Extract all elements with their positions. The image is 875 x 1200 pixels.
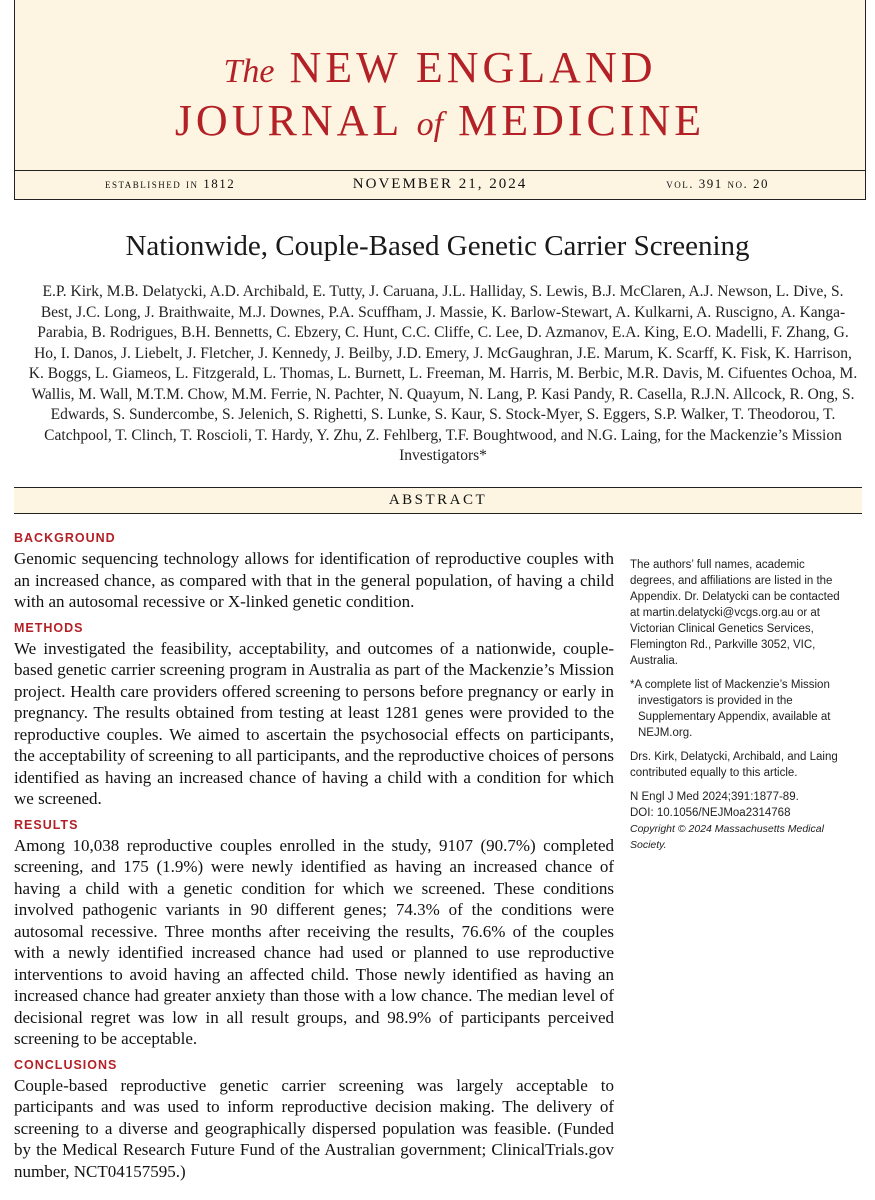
author-affiliation-note: The authors’ full names, academic degrees, and affiliations are listed in the Appendix. Dr. Delatycki can be contacted at martin.delatycki@vcgs.org.au or at Victorian Clinical Genetics Services, Flemington Rd., Parkville 3052, VIC, Australia. [630,559,840,667]
results-text: Among 10,038 reproductive couples enrolled in the study, 9107 (90.7%) completed screening, and 175 (1.9%) were newly identified as having an increased chance of having a child with a genetic condition for which we screened. These conditions involved pathogenic variants in 90 different genes; 74.3% of the conditions were autosomal recessive. Three months after receiving the results, 76.6% of the couples with a newly identified increased chance had used or planned to use reproductive interventions to avoid having an affected child. Those newly identified as having an increased chance had greater anxiety than those with a low chance. The median level of decisional regret was low in all result groups, and 98.9% of participants perceived screening to be acceptable. [14,835,614,1048]
journal-masthead [14,0,866,199]
copyright-notice: Copyright © 2024 Massachusetts Medical Society. [630,823,824,851]
journal-name-of: of [416,106,444,143]
established-text: established in 1812 [105,176,236,191]
conclusions-text: Couple-based reproductive genetic carrier screening was largely acceptable to participants and was used to inform reproductive decision making. The delivery of screening to a diverse and geographically dispersed population was feasible. (Funded by the Medical Research Future Fund of the Australian government; ClinicalTrials.gov number, NCT04157595.) [14,1075,614,1181]
masthead-rule [15,170,865,171]
journal-name-line1 [15,42,865,93]
methods-text: We investigated the feasibility, acceptability, and outcomes of a nationwide, couple-based genetic carrier screening program in Australia as part of the Mackenzie’s Mission project. Health care providers offered screening to persons before pregnancy or early in pregnancy. The results obtained from testing at least 1281 genes were provided to the reproductive couples. We aimed to ascertain the psychosocial effects on participants, the acceptability of screening to all participants, and the reproductive choices of persons identified as having an increased chance of having a child with a condition for which we screened. [14,638,614,808]
article-title: Nationwide, Couple-Based Genetic Carrier Screening [125,230,750,262]
issue-date: NOVEMBER 21, 2024 [352,176,528,192]
abstract-heading: ABSTRACT [388,492,488,508]
journal-name-journal: JOURNAL [174,96,402,145]
journal-name-medicine: MEDICINE [458,96,706,145]
abstract-body [14,530,614,1189]
journal-name-the: The [223,53,275,90]
journal-name-new-england: NEW ENGLAND [289,43,657,92]
masthead-bottom-rule [14,199,866,200]
article-sidebar [630,557,852,853]
conclusions-heading: CONCLUSIONS [14,1057,118,1072]
journal-name-line2 [15,95,865,146]
results-heading: RESULTS [14,817,79,832]
background-heading: BACKGROUND [14,531,116,545]
abstract-banner [14,487,862,514]
author-list: E.P. Kirk, M.B. Delatycki, A.D. Archibald, E. Tutty, J. Caruana, J.L. Halliday, S. Lewis, B.J. McClaren, A.J. Newson, L. Dive, S. Best, J.C. Long, J. Braithwaite, M.J. Downes, P.A. Scuffham, J. Massie, K. Barlow-Stewart, A. Kulkarni, A. Ruscigno, A. Kanga-Parabia, B. Rodrigues, B.H. Bennetts, C. Ebzery, C. Hunt, C.C. Cliffe, C. Lee, D. Azmanov, E.A. King, E.O. Madelli, F. Zhang, G. Ho, I. Danos, J. Liebelt, J. Fletcher, J. Kennedy, J. Beilby, J.D. Emery, J. McGaughran, J.E. Marum, K. Scarff, K. Fisk, K. Harrison, K. Boggs, L. Giameos, L. Fitzgerald, L. Thomas, L. Burnett, L. Freeman, M. Harris, M. Berbic, M.R. Davis, M. Cifuentes Ochoa, M. Wallis, M. Wall, M.T.M. Chow, M.M. Ferrie, N. Pachter, N. Quayum, N. Lang, P. Kasi Pandy, R. Casella, R.J.N. Allcock, R. Ong, S. Edwards, S. Sundercombe, S. Jelenich, S. Righetti, S. Lunke, S. Kaur, S. Stock-Myer, S. Eggers, S.P. Walker, T. Theodorou, T. Catchpool, T. Clinch, T. Roscioli, T. Hardy, Y. Zhu, Z. Fehlberg, T.F. Boughtwood, and N.G. Laing, for the Mackenzie’s Mission Investigators* [28,283,858,464]
background-text: Genomic sequencing technology allows for identification of reproductive couples with an increased chance, as compared with that in the general population, of having a child with an autosomal recessive or X-linked genetic condition. [14,549,614,611]
journal-citation: N Engl J Med 2024;391:1877-89. [630,791,799,803]
investigators-note: *A complete list of Mackenzie’s Mission investigators is provided in the Supplementary Appendix, available at NEJM.org. [630,679,831,739]
equal-contribution-note: Drs. Kirk, Delatycki, Archibald, and Laing contributed equally to this article. [630,751,838,779]
volume-number: vol. 391 no. 20 [666,176,769,191]
doi-link[interactable]: DOI: 10.1056/NEJMoa2314768 [630,807,791,819]
methods-heading: METHODS [14,620,84,635]
